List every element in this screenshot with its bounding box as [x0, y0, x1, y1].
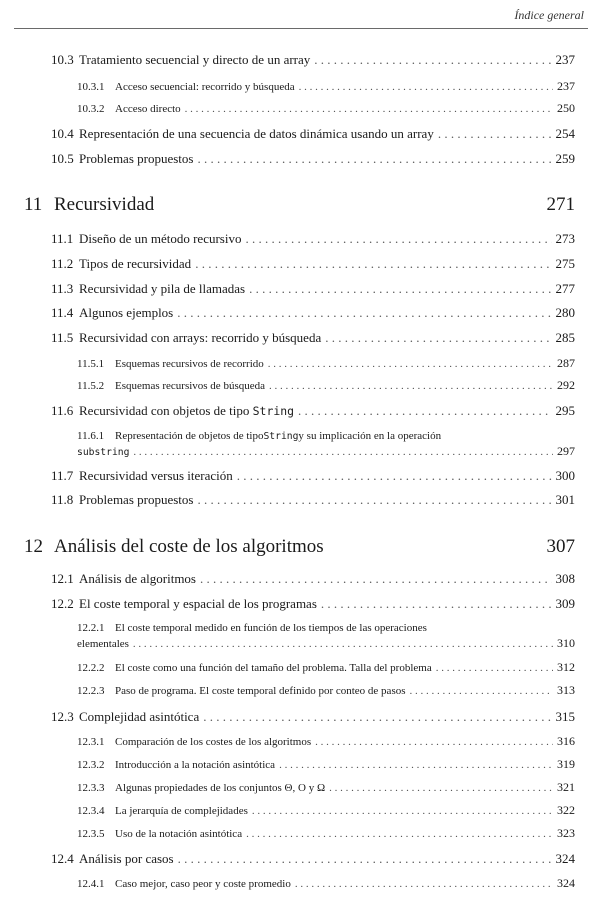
entry-page: 319 — [557, 757, 575, 771]
code-term: String — [263, 431, 299, 442]
running-header — [14, 6, 588, 29]
toc-entry-11-7[interactable] — [51, 468, 575, 484]
dot-leader — [298, 403, 552, 419]
entry-page: 285 — [555, 330, 575, 345]
entry-page: 309 — [555, 596, 575, 611]
toc-entry-11-6-1[interactable] — [77, 429, 575, 460]
chapter-number: 12 — [24, 536, 43, 557]
toc-entry-10-3[interactable] — [51, 52, 575, 68]
toc-entry-12-3-1[interactable] — [77, 734, 575, 749]
entry-number: 11.8 — [51, 492, 74, 507]
entry-number: 11.1 — [51, 231, 74, 246]
entry-page: 300 — [555, 468, 575, 483]
toc-entry-11-5[interactable] — [51, 330, 575, 346]
entry-number: 10.4 — [51, 126, 74, 141]
toc-chapter-12[interactable] — [24, 536, 575, 558]
toc-entry-12-2-2[interactable] — [77, 660, 575, 675]
toc-entry-12-3-4[interactable] — [77, 803, 575, 818]
dot-leader — [185, 103, 553, 115]
dot-leader — [295, 878, 553, 890]
entry-number: 10.3.1 — [77, 81, 105, 93]
dot-leader — [200, 571, 552, 587]
toc-entry-12-1[interactable] — [51, 571, 575, 587]
entry-title: Tratamiento secuencial y directo de un array — [79, 52, 311, 67]
dot-leader — [203, 709, 551, 725]
toc-entry-12-2-3[interactable] — [77, 683, 575, 698]
entry-number: 12.2 — [51, 596, 74, 611]
entry-title: Representación de una secuencia de datos dinámica usando un array — [79, 126, 434, 141]
toc-entry-11-4[interactable] — [51, 305, 575, 321]
entry-number: 11.5.1 — [77, 358, 105, 370]
entry-page: 295 — [555, 403, 575, 418]
toc-entry-11-2[interactable] — [51, 256, 575, 272]
entry-number: 11.7 — [51, 468, 74, 483]
entry-page: 324 — [557, 876, 575, 890]
entry-number: 10.3.2 — [77, 103, 105, 115]
entry-title: La jerarquía de complejidades — [115, 805, 248, 817]
dot-leader — [133, 637, 553, 652]
entry-page: 312 — [557, 660, 575, 674]
entry-title: Acceso secuencial: recorrido y búsqueda — [115, 81, 295, 93]
dot-leader — [329, 782, 553, 794]
entry-title: Caso mejor, caso peor y coste promedio — [115, 878, 291, 890]
toc-entry-11-6[interactable] — [51, 403, 575, 419]
dot-leader — [237, 468, 552, 484]
toc-chapter-11[interactable] — [24, 194, 575, 216]
toc-entry-11-1[interactable] — [51, 231, 575, 247]
entry-number: 12.3.4 — [77, 805, 105, 817]
entry-number: 10.5 — [51, 151, 74, 166]
chapter-title: Análisis del coste de los algoritmos — [54, 536, 324, 557]
entry-page: 292 — [557, 378, 575, 392]
entry-page: 323 — [557, 826, 575, 840]
dot-leader — [195, 256, 551, 272]
toc-entry-11-3[interactable] — [51, 281, 575, 297]
toc-entry-10-5[interactable] — [51, 151, 575, 167]
entry-title-b: y su implicación en la operación — [298, 430, 442, 442]
dot-leader — [438, 126, 552, 142]
entry-number: 12.2.1 — [77, 622, 105, 634]
entry-number: 12.3 — [51, 709, 74, 724]
entry-number: 10.3 — [51, 52, 74, 67]
entry-page: 277 — [555, 281, 575, 296]
entry-page: 308 — [555, 571, 575, 586]
entry-title — [79, 403, 294, 419]
entry-title: Complejidad asintótica — [79, 709, 200, 724]
entry-title: Recursividad versus iteración — [79, 468, 233, 483]
entry-number: 12.4.1 — [77, 878, 105, 890]
dot-leader — [315, 736, 553, 748]
toc-entry-12-4[interactable] — [51, 851, 575, 867]
chapter-page: 271 — [546, 194, 575, 215]
dot-leader — [246, 828, 553, 840]
entry-number: 11.6.1 — [77, 430, 105, 442]
toc-entry-11-5-2[interactable] — [77, 378, 575, 393]
dot-leader — [321, 596, 552, 612]
dot-leader — [314, 52, 551, 68]
entry-title: Algunos ejemplos — [79, 305, 174, 320]
entry-page: 297 — [557, 444, 575, 458]
dot-leader — [249, 281, 551, 297]
entry-title-a: Representación de objetos de tipo — [115, 430, 264, 442]
dot-leader — [245, 231, 551, 247]
entry-title: Comparación de los costes de los algoritmos — [115, 736, 312, 748]
toc-entry-11-5-1[interactable] — [77, 356, 575, 371]
dot-leader — [299, 81, 553, 93]
entry-page: 310 — [557, 636, 575, 650]
entry-title: Problemas propuestos — [79, 151, 194, 166]
header-title: Índice general — [514, 8, 584, 22]
dot-leader — [410, 685, 553, 697]
entry-page: 280 — [555, 305, 575, 320]
entry-number: 12.3.3 — [77, 782, 105, 794]
toc-entry-12-3-3[interactable] — [77, 780, 575, 795]
entry-page: 313 — [557, 683, 575, 697]
toc-entry-10-3-1[interactable] — [77, 79, 575, 94]
entry-page: 259 — [555, 151, 575, 166]
entry-title: Paso de programa. El coste temporal definido por conteo de pasos — [115, 685, 406, 697]
dot-leader — [325, 330, 551, 346]
dot-leader — [252, 805, 553, 817]
toc-entry-12-2-1[interactable] — [77, 621, 575, 652]
entry-page: 250 — [557, 101, 575, 115]
entry-page: 301 — [555, 492, 575, 507]
dot-leader — [436, 662, 553, 674]
dot-leader — [268, 358, 553, 370]
entry-title-b: elementales — [77, 638, 129, 650]
entry-number: 12.3.2 — [77, 759, 105, 771]
entry-line-1 — [77, 429, 575, 444]
entry-title: Recursividad con arrays: recorrido y búsqueda — [79, 330, 322, 345]
entry-title: Introducción a la notación asintótica — [115, 759, 276, 771]
entry-page: 315 — [555, 709, 575, 724]
toc-entry-12-2[interactable] — [51, 596, 575, 612]
code-term: String — [252, 404, 294, 418]
entry-page: 237 — [557, 79, 575, 93]
toc-entry-12-3[interactable] — [51, 709, 575, 725]
entry-page: 316 — [557, 734, 575, 748]
entry-title: Acceso directo — [115, 103, 181, 115]
entry-page: 324 — [555, 851, 575, 866]
entry-page: 322 — [557, 803, 575, 817]
dot-leader — [279, 759, 553, 771]
chapter-title: Recursividad — [54, 194, 155, 215]
entry-page: 254 — [555, 126, 575, 141]
entry-line-1 — [77, 621, 575, 636]
entry-page: 287 — [557, 356, 575, 370]
entry-page: 273 — [555, 231, 575, 246]
entry-number: 11.5.2 — [77, 380, 105, 392]
dot-leader — [177, 305, 551, 321]
entry-title: Esquemas recursivos de recorrido — [115, 358, 264, 370]
entry-page: 237 — [555, 52, 575, 67]
entry-title: Problemas propuestos — [79, 492, 194, 507]
entry-number: 12.2.3 — [77, 685, 105, 697]
toc-entry-11-8[interactable] — [51, 492, 575, 508]
entry-number: 12.4 — [51, 851, 74, 866]
toc-entry-12-3-2[interactable] — [77, 757, 575, 772]
entry-page: 275 — [555, 256, 575, 271]
dot-leader — [269, 380, 553, 392]
dot-leader — [197, 151, 551, 167]
entry-title-text: Recursividad con objetos de tipo — [79, 403, 253, 418]
entry-number: 11.5 — [51, 330, 74, 345]
entry-title-a: El coste temporal medido en función de los tiempos de las operaciones — [115, 622, 427, 634]
entry-title: Tipos de recursividad — [79, 256, 192, 271]
entry-number: 11.2 — [51, 256, 74, 271]
toc-entry-10-3-2[interactable] — [77, 101, 575, 116]
toc-entry-12-3-5[interactable] — [77, 826, 575, 841]
entry-line-2 — [77, 444, 575, 460]
entry-title: El coste temporal y espacial de los programas — [79, 596, 317, 611]
entry-title: Uso de la notación asintótica — [115, 828, 243, 840]
chapter-number: 11 — [24, 194, 43, 215]
dot-leader — [197, 492, 551, 508]
entry-title: Recursividad y pila de llamadas — [79, 281, 246, 296]
entry-title: Diseño de un método recursivo — [79, 231, 242, 246]
entry-title: El coste como una función del tamaño del problema. Talla del problema — [115, 662, 432, 674]
entry-title: Análisis por casos — [79, 851, 174, 866]
entry-title: Análisis de algoritmos — [79, 571, 196, 586]
entry-number: 11.6 — [51, 403, 74, 418]
entry-title: Esquemas recursivos de búsqueda — [115, 380, 265, 392]
dot-leader — [133, 445, 553, 460]
code-term: substring — [77, 447, 130, 458]
entry-title: Algunas propiedades de los conjuntos Θ, O y Ω — [115, 782, 326, 794]
toc-entry-10-4[interactable] — [51, 126, 575, 142]
entry-number: 12.3.5 — [77, 828, 105, 840]
entry-number: 12.1 — [51, 571, 74, 586]
entry-line-2 — [77, 636, 575, 652]
dot-leader — [178, 851, 552, 867]
chapter-page: 307 — [546, 536, 575, 557]
entry-page: 321 — [557, 780, 575, 794]
entry-number: 11.3 — [51, 281, 74, 296]
entry-number: 12.2.2 — [77, 662, 105, 674]
toc-entry-12-4-1[interactable] — [77, 876, 575, 891]
entry-number: 11.4 — [51, 305, 74, 320]
entry-number: 12.3.1 — [77, 736, 105, 748]
